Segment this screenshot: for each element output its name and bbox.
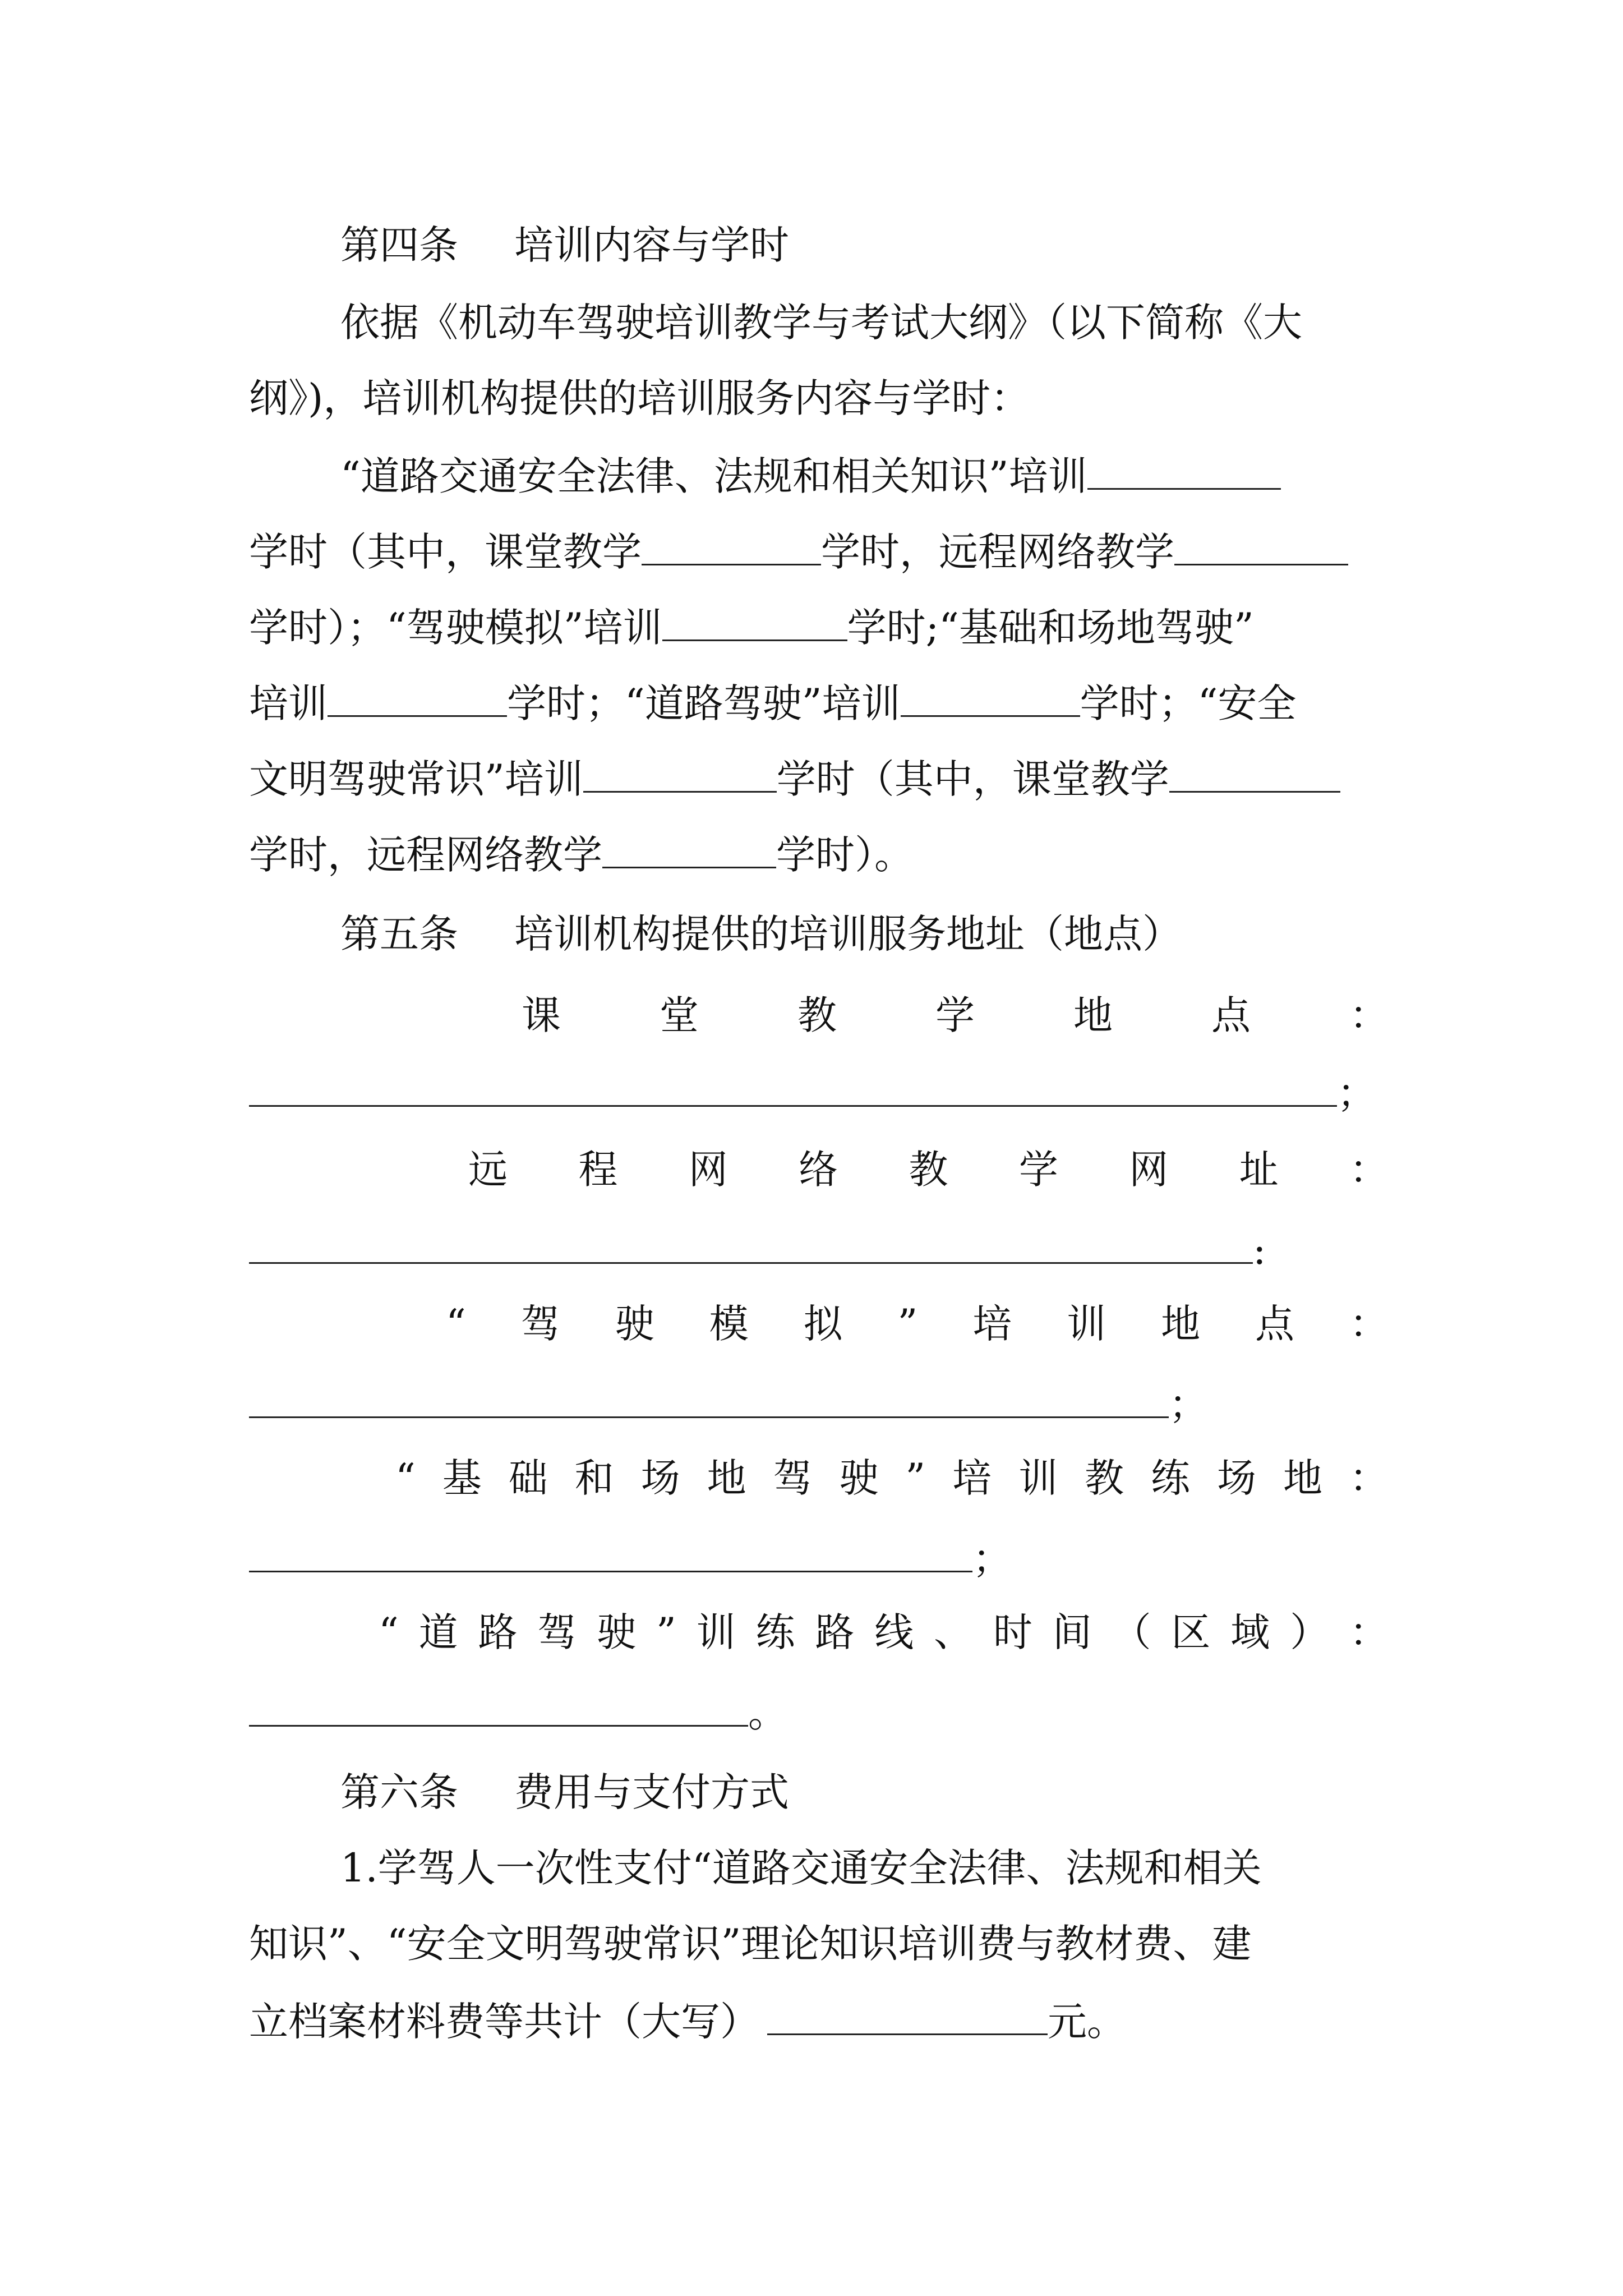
char: ： [1349,992,1389,1038]
char: 驾 [773,1455,813,1501]
char: 练 [755,1609,795,1655]
blank-field[interactable] [249,1223,1253,1264]
text: 学时，远程网络教学 [821,529,1174,575]
text: 学时；“安全 [1080,680,1297,726]
text: 学时）。 [776,832,914,878]
field-training-ground-label [395,1453,1389,1503]
text: 知识”、“安全文明驾驶常识”理论知识培训费与教材费、建 [249,1921,1252,1967]
blank-field[interactable] [249,1377,1169,1418]
char: 场 [640,1455,680,1501]
char: 培 [972,1301,1012,1347]
char: ” [905,1455,926,1501]
char: 堂 [660,992,699,1038]
char: 训 [1067,1301,1106,1347]
classroom-location-label [522,990,1389,1041]
article-number: 第四条 [340,222,458,268]
blank-field[interactable] [901,676,1080,717]
article-5-header [340,909,1389,959]
char: 培 [952,1455,992,1501]
blank-field[interactable] [767,1994,1048,2035]
text: 元。 [1048,1999,1126,2045]
article-6-para-line-2 [249,1918,1389,1969]
article-6-header [340,1767,1389,1818]
char: ： [1349,1609,1389,1655]
text: ； [1337,1070,1376,1116]
article-number: 第六条 [340,1769,458,1815]
char: 础 [508,1455,548,1501]
char: 址 [1239,1147,1279,1193]
article-number: 第五条 [340,911,458,957]
char: 场 [1216,1455,1256,1501]
article-4-intro-line-2 [249,373,1389,424]
char: 网 [688,1147,728,1193]
text: 立档案材料费等共计（大写） [249,1999,759,2045]
char: 驶 [615,1301,654,1347]
article-4-line-4 [249,676,1389,726]
text: 学时（其中，课堂教学 [249,529,642,575]
char: 教 [909,1147,948,1193]
char: 时 [993,1609,1032,1655]
char: 网 [1129,1147,1169,1193]
classroom-location-line [249,1066,1389,1116]
text: 。 [748,1690,787,1736]
text: 1.学驾人一次性支付“道路交通安全法律、法规和相关 [340,1845,1262,1891]
char: 地 [707,1455,746,1501]
blank-field[interactable] [1174,524,1348,565]
char: 学 [1018,1147,1058,1193]
char: “ [395,1455,416,1501]
char: 地 [1283,1455,1322,1501]
char: 域 [1230,1609,1270,1655]
char: ” [897,1301,918,1347]
char: 学 [935,992,975,1038]
char: 驶 [597,1609,637,1655]
char: 路 [815,1609,855,1655]
text: “道路交通安全法律、法规和相关知识”培训 [340,453,1087,499]
simulator-location-line [249,1377,1389,1428]
text: 依据《机动车驾驶培训教学与考试大纲》（以下简称《大 [340,300,1302,346]
article-4-line-3 [249,600,1389,651]
char: 练 [1151,1455,1191,1501]
text: 学时；“道路驾驶”培训 [507,680,901,726]
char: 驾 [537,1609,577,1655]
text: 文明驾驶常识”培训 [249,756,583,802]
blank-field[interactable] [662,600,847,641]
text: ； [972,1536,1012,1582]
text: 学时;“基础和场地驾驶” [847,605,1254,651]
char: 远 [468,1147,508,1193]
field-training-ground-line [249,1531,1389,1582]
char: 路 [478,1609,518,1655]
blank-field[interactable] [583,752,777,793]
article-4-intro-line-1 [340,297,1389,348]
blank-field[interactable] [1087,449,1281,490]
char: ： [1349,1455,1389,1501]
char: ： [1349,1147,1389,1193]
text: 学时（其中，课堂教学 [776,756,1169,802]
char: 络 [799,1147,838,1193]
char: 程 [578,1147,618,1193]
simulator-location-label [446,1299,1389,1349]
char: 驶 [839,1455,879,1501]
article-4-header [340,220,1389,270]
blank-field[interactable] [642,524,821,565]
blank-field[interactable] [328,676,507,717]
char: 区 [1171,1609,1211,1655]
char: 驾 [520,1301,560,1347]
char: 道 [418,1609,458,1655]
char: 地 [1161,1301,1201,1347]
online-url-line [249,1223,1389,1273]
article-4-line-5 [249,752,1389,802]
online-url-label [468,1144,1389,1195]
char: 训 [1018,1455,1058,1501]
article-6-para-line-3 [249,1994,1389,2045]
char: 间 [1052,1609,1092,1655]
blank-field[interactable] [1169,752,1340,793]
char: 点 [1255,1301,1295,1347]
char: 和 [574,1455,614,1501]
article-4-line-6 [249,827,1389,878]
article-title: 培训机构提供的培训服务地址（地点） [514,911,1182,957]
char: （ [1112,1609,1151,1655]
road-route-label [379,1607,1389,1658]
article-title: 费用与支付方式 [514,1769,789,1815]
blank-field[interactable] [249,1066,1337,1107]
char: 点 [1211,992,1251,1038]
char: 线 [874,1609,914,1655]
char: 地 [1073,992,1113,1038]
char: ： [1349,1301,1389,1347]
blank-field[interactable] [602,827,776,868]
char: 、 [934,1609,974,1655]
char: 课 [522,992,561,1038]
char: 拟 [803,1301,843,1347]
text: 纲》)，培训机构提供的培训服务内容与学时： [249,375,1030,421]
blank-field[interactable] [249,1686,748,1727]
char: 训 [696,1609,736,1655]
article-title: 培训内容与学时 [514,222,789,268]
road-route-line [249,1686,1389,1736]
text: 学时）；“驾驶模拟”培训 [249,605,662,651]
char: 教 [797,992,837,1038]
char: 基 [442,1455,482,1501]
char: “ [446,1301,466,1347]
char: 模 [709,1301,749,1347]
article-6-para-line-1 [340,1843,1389,1893]
article-4-line-1 [340,449,1389,499]
char: ） [1290,1609,1330,1655]
article-4-line-2 [249,524,1389,575]
text: 学时，远程网络教学 [249,832,602,878]
blank-field[interactable] [249,1531,972,1572]
text: ； [1169,1382,1208,1428]
char: “ [379,1609,399,1655]
text: : [1253,1227,1266,1273]
text: 培训 [249,680,328,726]
char: ” [656,1609,676,1655]
char: 教 [1085,1455,1124,1501]
